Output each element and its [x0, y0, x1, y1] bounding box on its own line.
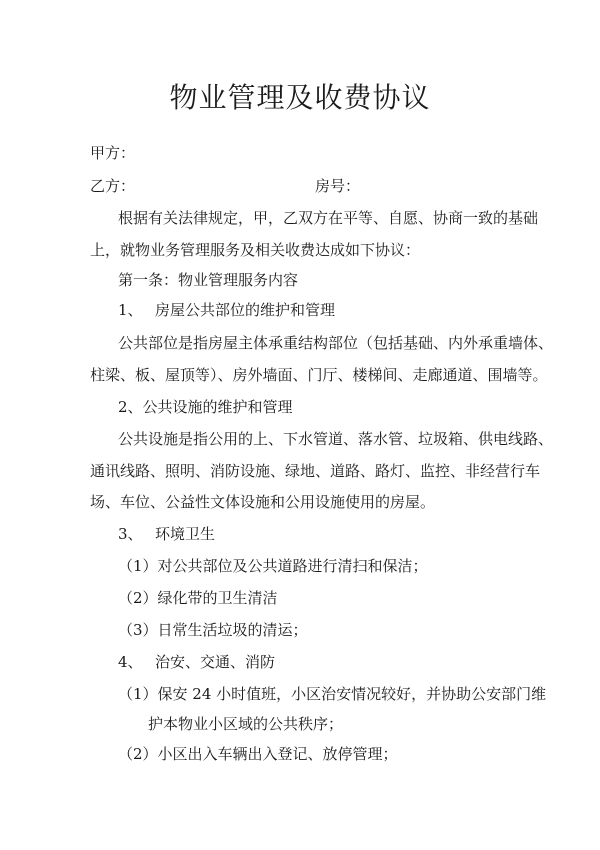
party-b-label: 乙方：	[90, 177, 136, 195]
item-4-sub-1-line-2: 护本物业小区域的公共秩序；	[148, 715, 344, 733]
intro-line-1: 根据有关法律规定，甲，乙双方在平等、自愿、协商一致的基础	[118, 209, 539, 227]
item-1-number: 1、	[118, 301, 143, 319]
item-3-sub-2: （2）绿化带的卫生清洁	[118, 589, 278, 607]
item-4-number: 4、	[118, 653, 143, 671]
item-2-desc-line-1: 公共设施是指公用的上、下水管道、落水管、垃圾箱、供电线路、	[118, 430, 554, 448]
item-3-number: 3、	[118, 525, 143, 543]
item-2-heading: 2、公共设施的维护和管理	[118, 398, 293, 416]
article-1-heading: 第一条：物业管理服务内容	[118, 271, 299, 289]
item-4-sub-2: （2）小区出入车辆出入登记、放停管理；	[118, 745, 398, 763]
item-4-sub-1-line-1: （1）保安 24 小时值班，小区治安情况较好，并协助公安部门维	[118, 685, 547, 703]
party-a-label: 甲方：	[90, 144, 136, 162]
item-2-desc-line-2: 通讯线路、照明、消防设施、绿地、道路、路灯、监控、非经营行车	[90, 462, 541, 480]
intro-line-2: 上，就物业务管理服务及相关收费达成如下协议：	[90, 241, 421, 259]
item-1-desc-line-1: 公共部位是指房屋主体承重结构部位（包括基础、内外承重墙体、	[118, 334, 554, 352]
item-2-desc-line-3: 场、车位、公益性文体设施和公用设施使用的房屋。	[90, 493, 436, 511]
item-1-desc-line-2: 柱梁、板、屋顶等）、房外墙面、门厅、楼梯间、走廊通道、围墙等。	[90, 366, 548, 384]
document-title: 物业管理及收费协议	[169, 81, 431, 114]
room-number-label: 房号：	[315, 177, 361, 195]
item-1-title: 房屋公共部位的维护和管理	[155, 301, 336, 319]
item-4-title: 治安、交通、消防	[155, 653, 276, 671]
item-3-sub-3: （3）日常生活垃圾的清运；	[118, 621, 308, 639]
item-3-title: 环境卫生	[155, 525, 216, 543]
item-3-sub-1: （1）对公共部位及公共道路进行清扫和保洁；	[118, 557, 428, 575]
